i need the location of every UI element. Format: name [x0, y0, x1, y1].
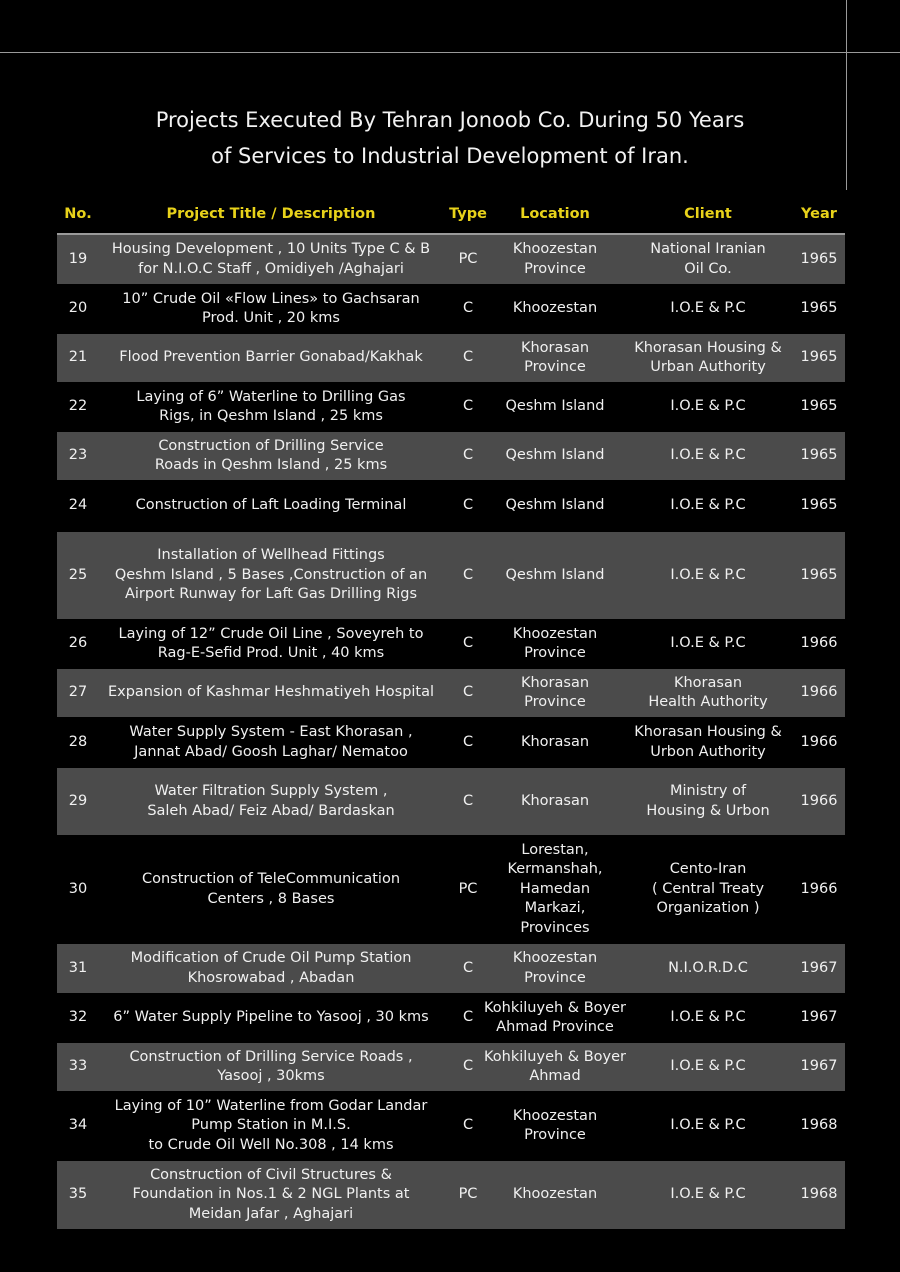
row-client: N.I.O.R.D.C	[668, 959, 748, 976]
row-type: PC	[458, 880, 478, 897]
row-location: Khoozestan Province	[512, 625, 598, 661]
row-number: 34	[68, 1117, 88, 1134]
row-year: 1965	[800, 398, 838, 415]
row-type: C	[462, 1009, 474, 1026]
row-year: 1968	[800, 1117, 838, 1134]
table-row	[57, 383, 845, 431]
row-year: 1966	[800, 792, 838, 809]
row-type: C	[462, 497, 474, 514]
row-number: 28	[68, 733, 88, 750]
header-title: Project Title / Description	[166, 206, 376, 222]
row-client: I.O.E & P.C	[670, 1117, 746, 1134]
row-year: 1965	[800, 349, 838, 366]
row-location: Khoozestan	[512, 1186, 598, 1203]
row-year: 1968	[800, 1186, 838, 1203]
row-year: 1966	[800, 684, 838, 701]
row-number: 23	[68, 447, 88, 464]
row-title: Laying of 10” Waterline from Godar Landar Pump Station in M.I.S. to Crude Oil Well No.308 , 14 kms	[114, 1097, 428, 1153]
table-row	[57, 1092, 845, 1160]
header-client: Client	[684, 206, 732, 222]
row-location: Khorasan	[520, 792, 590, 809]
row-location: Kohkiluyeh & Boyer Ahmad	[484, 1048, 626, 1084]
row-location: Kohkiluyeh & Boyer Ahmad Province	[484, 999, 626, 1035]
table-row	[57, 669, 845, 717]
page-title	[0, 102, 900, 174]
row-number: 27	[68, 684, 88, 701]
table-row	[57, 768, 845, 835]
title-line-2: of Services to Industrial Development of Iran.	[211, 144, 689, 168]
row-number: 24	[68, 497, 88, 514]
table-row	[57, 432, 845, 480]
row-client: National Iranian Oil Co.	[650, 241, 766, 277]
row-number: 29	[68, 792, 88, 809]
row-type: C	[462, 792, 474, 809]
table-header	[57, 200, 845, 228]
row-client: I.O.E & P.C	[670, 497, 746, 514]
row-year: 1965	[800, 497, 838, 514]
row-year: 1965	[800, 566, 838, 583]
row-year: 1967	[800, 1009, 838, 1026]
row-client: I.O.E & P.C	[670, 1186, 746, 1203]
row-year: 1965	[800, 300, 838, 317]
row-year: 1967	[800, 959, 838, 976]
row-type: PC	[458, 250, 478, 267]
table-row	[57, 481, 845, 531]
row-type: C	[462, 635, 474, 652]
row-year: 1966	[800, 733, 838, 750]
row-type: C	[462, 300, 474, 317]
row-location: Qeshm Island	[505, 447, 605, 464]
row-location: Khorasan	[520, 733, 590, 750]
row-location: Khoozestan Province	[512, 1107, 598, 1143]
row-type: PC	[458, 1186, 478, 1203]
row-client: I.O.E & P.C	[670, 300, 746, 317]
table-row	[57, 944, 845, 993]
row-client: I.O.E & P.C	[670, 635, 746, 652]
row-client: I.O.E & P.C	[670, 566, 746, 583]
title-line-1: Projects Executed By Tehran Jonoob Co. During 50 Years	[155, 108, 745, 132]
row-client: Khorasan Health Authority	[648, 674, 768, 710]
row-client: I.O.E & P.C	[670, 1058, 746, 1075]
row-location: Khoozestan Province	[512, 950, 598, 986]
row-client: Cento-Iran ( Central Treaty Organization )	[651, 861, 765, 917]
row-client: Ministry of Housing & Urbon	[646, 783, 770, 819]
row-type: C	[462, 733, 474, 750]
row-location: Khorasan Province	[520, 339, 590, 375]
row-number: 21	[68, 349, 88, 366]
row-year: 1966	[800, 880, 838, 897]
row-title: Flood Prevention Barrier Gonabad/Kakhak	[119, 349, 423, 366]
table-row	[57, 1043, 845, 1091]
row-client: I.O.E & P.C	[670, 398, 746, 415]
row-title: Expansion of Kashmar Heshmatiyeh Hospital	[107, 684, 435, 701]
row-number: 19	[68, 250, 88, 267]
row-year: 1965	[800, 250, 838, 267]
row-number: 30	[68, 880, 88, 897]
row-title: Construction of Laft Loading Terminal	[135, 497, 407, 514]
row-location: Qeshm Island	[505, 398, 605, 415]
row-year: 1966	[800, 635, 838, 652]
row-title: Construction of Drilling Service Roads in Qeshm Island , 25 kms	[154, 437, 388, 473]
row-title: Laying of 12” Crude Oil Line , Soveyreh to Rag-E-Sefid Prod. Unit , 40 kms	[118, 625, 424, 661]
table-row	[57, 718, 845, 767]
row-year: 1965	[800, 447, 838, 464]
row-client: I.O.E & P.C	[670, 1009, 746, 1026]
row-client: Khorasan Housing & Urban Authority	[634, 339, 782, 375]
frame-top-line	[0, 52, 900, 53]
row-location: Khoozestan	[512, 300, 598, 317]
header-no: No.	[64, 206, 92, 222]
row-year: 1967	[800, 1058, 838, 1075]
row-title: Construction of Civil Structures & Foundation in Nos.1 & 2 NGL Plants at Meidan Jafar , Aghajari	[132, 1166, 410, 1222]
row-title: Construction of Drilling Service Roads , Yasooj , 30kms	[129, 1048, 413, 1084]
header-location: Location	[520, 206, 590, 222]
table-row	[57, 285, 845, 333]
row-title: Construction of TeleCommunication Centers , 8 Bases	[141, 871, 401, 907]
row-title: Housing Development , 10 Units Type C & B for N.I.O.C Staff , Omidiyeh /Aghajari	[111, 241, 431, 277]
row-title: Water Supply System - East Khorasan , Jannat Abad/ Goosh Laghar/ Nematoo	[129, 724, 413, 760]
row-location: Qeshm Island	[505, 566, 605, 583]
row-number: 33	[68, 1058, 88, 1075]
header-type: Type	[449, 206, 487, 222]
row-title: Laying of 6” Waterline to Drilling Gas Rigs, in Qeshm Island , 25 kms	[136, 388, 406, 424]
row-type: C	[462, 349, 474, 366]
row-number: 25	[68, 566, 88, 583]
row-type: C	[462, 684, 474, 701]
row-number: 31	[68, 959, 88, 976]
row-location: Khoozestan Province	[512, 241, 598, 277]
row-type: C	[462, 398, 474, 415]
row-number: 26	[68, 635, 88, 652]
row-location: Khorasan Province	[520, 674, 590, 710]
row-title: Installation of Wellhead Fittings Qeshm Island , 5 Bases ,Construction of an Airport Runway for Laft Gas Drilling Rigs	[114, 547, 428, 603]
row-type: C	[462, 566, 474, 583]
row-title: 6” Water Supply Pipeline to Yasooj , 30 kms	[113, 1009, 429, 1026]
table-row	[57, 994, 845, 1042]
row-number: 32	[68, 1009, 88, 1026]
table-row	[57, 620, 845, 668]
table-row	[57, 334, 845, 382]
table-row	[57, 235, 845, 284]
row-location: Qeshm Island	[505, 497, 605, 514]
row-title: Water Filtration Supply System , Saleh Abad/ Feiz Abad/ Bardaskan	[147, 783, 395, 819]
row-number: 20	[68, 300, 88, 317]
table-row	[57, 532, 845, 619]
row-client: I.O.E & P.C	[670, 447, 746, 464]
table-row	[57, 836, 845, 943]
row-type: C	[462, 959, 474, 976]
table-row	[57, 1161, 845, 1229]
row-type: C	[462, 1058, 474, 1075]
row-type: C	[462, 447, 474, 464]
row-location: Lorestan, Kermanshah, Hamedan Markazi, Provinces	[507, 841, 603, 936]
row-type: C	[462, 1117, 474, 1134]
row-title: 10” Crude Oil «Flow Lines» to Gachsaran Prod. Unit , 20 kms	[122, 290, 420, 326]
row-number: 35	[68, 1186, 88, 1203]
row-title: Modification of Crude Oil Pump Station Khosrowabad , Abadan	[130, 950, 412, 986]
row-client: Khorasan Housing & Urbon Authority	[634, 724, 782, 760]
row-number: 22	[68, 398, 88, 415]
header-year: Year	[801, 206, 837, 222]
